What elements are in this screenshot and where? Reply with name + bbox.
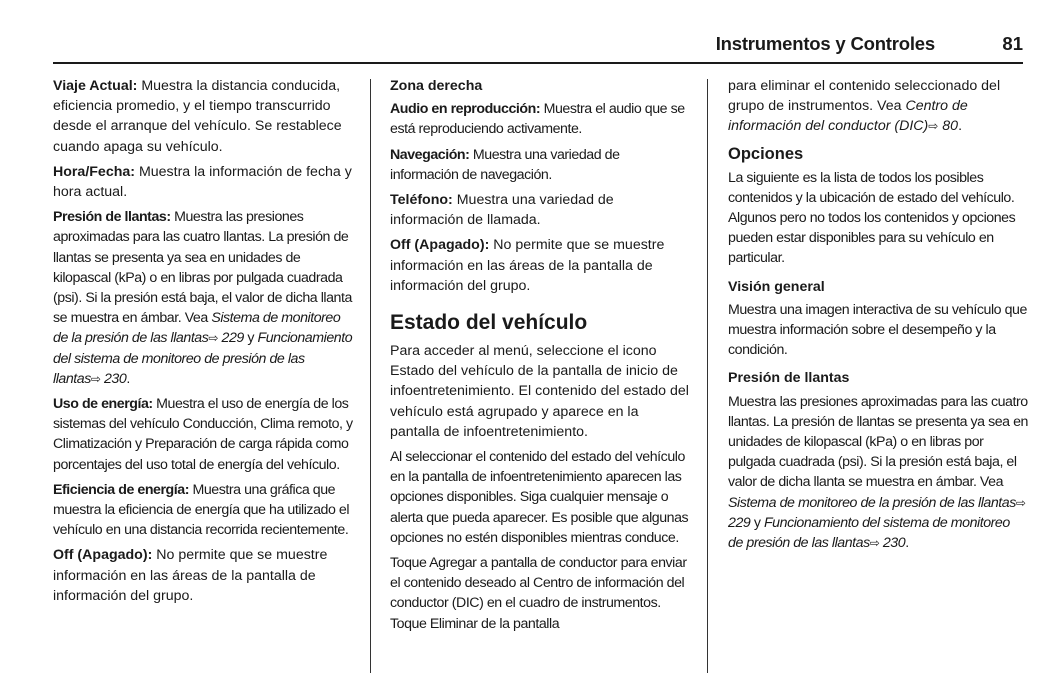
page-header: [53, 30, 1023, 64]
telefono-entry: [390, 190, 690, 230]
presion-llantas-term: Presión de llantas:: [53, 209, 171, 226]
section-header-title: Instrumentos y Controles: [715, 33, 935, 54]
column-divider-1: [370, 79, 371, 673]
page-number: 81: [1002, 33, 1023, 54]
eficiencia-energia-entry: [53, 480, 353, 541]
off-apagado-term: Off (Apagado):: [53, 547, 153, 564]
navegacion-term: Navegación:: [390, 146, 470, 163]
telefono-text: Muestra una variedad de información de llamada.: [390, 192, 614, 229]
page-ref-arrow-icon: ⇨: [869, 536, 880, 551]
hora-fecha-entry: [53, 162, 353, 202]
presion-llantas-section-end: .: [905, 535, 909, 552]
presion-llantas-ref2[interactable]: Funcionamiento del sistema de monitoreo de presión de las llantas: [53, 330, 353, 387]
zona-derecha-heading: Zona derecha: [390, 78, 483, 94]
off-apagado-text: No permite que se muestre información en las áreas de la pantalla de información del grupo.: [53, 547, 328, 604]
estado-vehiculo-title: Estado del vehículo: [390, 311, 588, 335]
uso-energia-term: Uso de energía:: [53, 396, 153, 413]
audio-text: Muestra el audio que se está reproduciendo activamente.: [390, 101, 685, 138]
presion-llantas-section-entry: [728, 392, 1028, 554]
uso-energia-text: Muestra el uso de energía de los sistemas del vehículo Conducción, Clima remoto, y Climatización y Preparación de carga rápida como porcentajes del uso total de energía del vehículo.: [53, 396, 353, 473]
presion-llantas-section-ref2-page[interactable]: 230: [879, 535, 906, 552]
presion-llantas-ref1[interactable]: Sistema de monitoreo de la presión de las llantas: [53, 310, 341, 347]
column-1: [53, 76, 353, 611]
viaje-actual-term: Viaje Actual:: [53, 78, 138, 94]
presion-llantas-text: Muestra las presiones aproximadas para las cuatro llantas. La presión de llantas se presenta ya sea en unidades de kilopascal (kPa) o en libras por pulgada cuadrada (psi). Si la presión está baja, el valor de dicha llanta se muestra en ámbar. Vea: [53, 209, 352, 327]
column-2: [390, 76, 690, 639]
column-3: [728, 76, 1028, 558]
presion-llantas-join: y: [243, 330, 258, 347]
off-apagado-entry: [53, 545, 353, 606]
presion-llantas-end: .: [126, 370, 130, 387]
navegacion-text: Muestra una variedad de información de navegación.: [390, 146, 620, 183]
off-apagado-text-2: No permite que se muestre información en las áreas de la pantalla de información del grupo.: [390, 237, 665, 294]
opciones-text: La siguiente es la lista de todos los posibles contenidos y la ubicación de estado del vehículo. Algunos pero no todos los contenidos y opciones pueden estar disponibles para su vehículo en particular.: [728, 169, 1016, 267]
presion-llantas-title: Presión de llantas: [728, 370, 850, 387]
estado-paragraph-1: Para acceder al menú, seleccione el icono Estado del vehículo de la pantalla de inicio de infoentretenimiento. El contenido del estado del vehículo está agrupado y aparece en la pantalla de infoentretenimiento.: [390, 343, 689, 440]
estado-paragraph-2: Al seleccionar el contenido del estado del vehículo en la pantalla de infoentretenimiento aparecen las opciones disponibles. Siga cualquier mensaje o alerta que pueda aparecer. Es posible que algunas opciones no estén disponibles mientras conduce.: [390, 449, 689, 546]
viaje-actual-entry: [53, 76, 353, 157]
page-ref-arrow-icon: ⇨: [928, 119, 939, 134]
presion-llantas-section-ref1[interactable]: Sistema de monitoreo de la presión de las llantas: [728, 494, 1016, 511]
eficiencia-energia-text: Muestra una gráfica que muestra la eficiencia de energía que ha utilizado el vehículo en una distancia recorrida recientemente.: [53, 481, 350, 539]
hora-fecha-text: Muestra la información de fecha y hora actual.: [53, 163, 352, 201]
opciones-title: Opciones: [728, 144, 804, 163]
estado-paragraph-3: Toque Agregar a pantalla de conductor para enviar el contenido deseado al Centro de información del conductor (DIC) en el cuadro de instrumentos. Toque Eliminar de la pantalla: [390, 555, 687, 632]
presion-llantas-ref2-page[interactable]: 230: [100, 370, 127, 387]
continuation-end: .: [958, 118, 963, 135]
presion-llantas-ref1-page[interactable]: 229: [218, 330, 244, 347]
uso-energia-entry: [53, 394, 353, 475]
presion-llantas-section-text: Muestra las presiones aproximadas para las cuatro llantas. La presión de llantas se presenta ya sea en unidades de kilopascal (kPa) o en libras por pulgada cuadrada (psi). Si la presión está baja, el valor de dicha llanta se muestra en ámbar. Vea: [728, 393, 1028, 491]
presion-llantas-section-ref2[interactable]: Funcionamiento del sistema de monitoreo de presión de las llantas: [728, 514, 1010, 552]
vision-general-text: Muestra una imagen interactiva de su vehículo que muestra información sobre el desempeño y la condición.: [728, 301, 1027, 359]
page-ref-arrow-icon: ⇨: [1015, 495, 1026, 510]
hora-fecha-term: Hora/Fecha:: [53, 163, 135, 180]
off-apagado-term-2: Off (Apagado):: [390, 237, 490, 254]
audio-entry: [390, 99, 690, 139]
page-ref-arrow-icon: ⇨: [208, 331, 219, 346]
viaje-actual-text: Muestra la distancia conducida, eficiencia promedio, y el tiempo transcurrido desde el arranque del vehículo. Se restablece cuando apaga su vehículo.: [53, 78, 342, 155]
off-apagado-entry-2: [390, 235, 690, 296]
audio-term: Audio en reproducción:: [390, 101, 541, 118]
presion-llantas-entry: [53, 207, 353, 389]
eficiencia-energia-term: Eficiencia de energía:: [53, 481, 189, 498]
continuation-paragraph: [728, 76, 1028, 137]
column-divider-2: [707, 79, 708, 673]
vision-general-title: Visión general: [728, 278, 825, 295]
presion-llantas-section-ref1-page[interactable]: 229: [728, 514, 751, 531]
continuation-text: para eliminar el contenido seleccionado del grupo de instrumentos. Vea: [728, 78, 1001, 115]
presion-llantas-section-join: y: [750, 514, 764, 531]
telefono-term: Teléfono:: [390, 192, 453, 209]
dic-ref-page[interactable]: 80: [938, 118, 959, 135]
navegacion-entry: [390, 145, 690, 185]
page-ref-arrow-icon: ⇨: [90, 371, 101, 386]
dic-ref[interactable]: Centro de información del conductor (DIC): [728, 98, 968, 135]
